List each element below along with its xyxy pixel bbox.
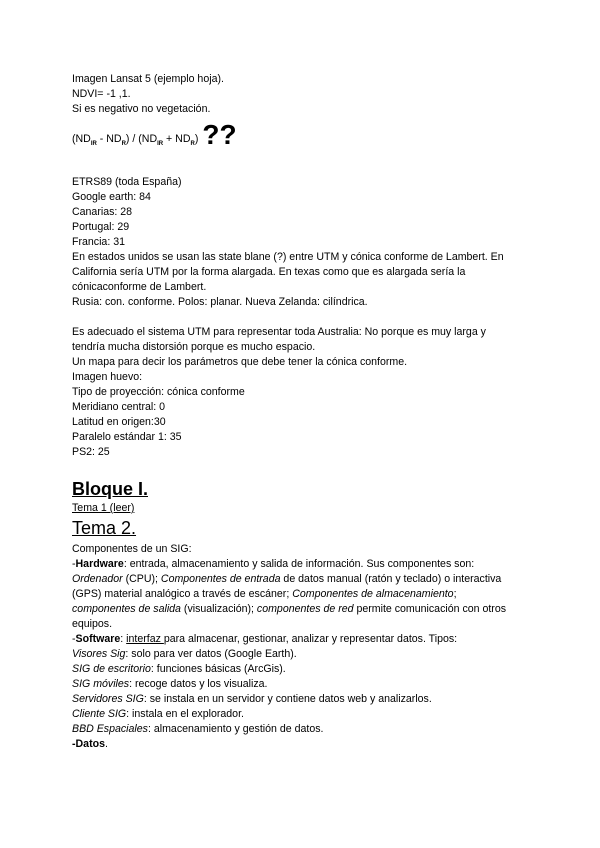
hardware-line [72,572,532,587]
type-name: SIG móviles [72,678,130,690]
note-line: Portugal: 29 [72,221,130,233]
dash: - [72,738,76,750]
software-type [72,662,532,677]
note-line: Rusia: con. conforme. Polos: planar. Nueva Zelanda: cilíndrica. [72,296,368,308]
heading-tema-2: Tema 2. [72,518,137,538]
intro-line: Componentes de un SIG: [72,543,192,555]
note-line: Un mapa para decir los parámetros que debe tener la cónica conforme. [72,356,408,368]
datos-label: Datos [75,738,105,750]
note-line: Si es negativo no vegetación. [72,103,211,115]
formula-part: ) / (ND [125,133,158,145]
software-type [72,677,532,692]
note-line: Latitud en origen:30 [72,416,166,428]
formula-sub: R [121,141,126,147]
formula-sub: IR [90,141,97,147]
formula-sub: IR [157,141,164,147]
note-line: En estados unidos se usan las state blane (?) entre UTM y cónica conforme de Lambert. En [72,251,504,263]
type-name: Visores Sig [72,648,126,660]
software-type [72,722,532,737]
text: para almacenar, gestionar, analizar y representar datos. Tipos: [163,633,458,645]
term: Componentes de almacenamiento [292,588,454,600]
term: componentes de red [256,603,354,615]
formula-part: + ND [163,133,191,145]
datos-line [72,737,532,752]
dash: - [72,633,76,645]
note-line: tendría mucha distorsión porque es mucho espacio. [72,341,316,353]
term: Ordenador [72,573,123,585]
text: de datos manual (ratón y teclado) o interactiva [280,573,502,585]
heading-bloque: Bloque I. [72,479,148,499]
note-line: California sería UTM por la forma alargada. En texas como que es alargada sería la [72,266,466,278]
type-desc: : recoge datos y los visualiza. [129,678,268,690]
hardware-line: equipos. [72,618,113,630]
software-label: Software [75,633,121,645]
hardware-text: : entrada, almacenamiento y salida de información. Sus componentes son: [123,558,475,570]
software-type [72,647,532,662]
note-line: Imagen Lansat 5 (ejemplo hoja). [72,73,224,85]
text: . [104,738,108,750]
type-desc: : se instala en un servidor y contiene datos web y analizarlos. [143,693,432,705]
software-type [72,692,532,707]
type-name: Servidores SIG [72,693,144,705]
note-line: Meridiano central: 0 [72,401,166,413]
text: permite comunicación con otros [353,603,507,615]
note-line: Google earth: 84 [72,191,151,203]
formula-part: (ND [72,133,91,145]
note-line: PS2: 25 [72,446,110,458]
note-line: Canarias: 28 [72,206,133,218]
note-line: Paralelo estándar 1: 35 [72,431,182,443]
text: : [120,633,127,645]
formula-part: ) [194,133,199,145]
term: Componentes de entrada [160,573,281,585]
text: (CPU); [122,573,161,585]
type-name: BBD Espaciales [72,723,148,735]
text: (GPS) material analógico a través de escáner; [72,588,293,600]
hardware-label: Hardware [75,558,124,570]
hardware-line [72,557,532,572]
term: componentes de salida [72,603,181,615]
type-desc: : funciones básicas (ArcGis). [150,663,286,675]
text: ; [453,588,457,600]
note-line: Francia: 31 [72,236,125,248]
type-name: SIG de escritorio [72,663,151,675]
question-marks: ?? [202,119,237,150]
hardware-line [72,587,532,602]
type-desc: : instala en el explorador. [126,708,244,720]
heading-tema-1: Tema 1 (leer) [72,502,135,514]
ndvi-formula [72,119,532,157]
note-line: Imagen huevo: [72,371,143,383]
text: (visualización); [180,603,257,615]
software-type [72,707,532,722]
note-line: Tipo de proyección: cónica conforme [72,386,245,398]
type-desc: : almacenamiento y gestión de datos. [147,723,324,735]
formula-part: - ND [96,133,122,145]
note-line: NDVI= -1 ,1. [72,88,131,100]
note-line: Es adecuado el sistema UTM para representar toda Australia: No porque es muy larga y [72,326,486,338]
note-line: cónicaconforme de Lambert. [72,281,207,293]
type-desc: : solo para ver datos (Google Earth). [125,648,297,660]
hardware-line [72,602,532,617]
software-line [72,632,532,647]
note-line: ETRS89 (toda España) [72,176,182,188]
dash: - [72,558,76,570]
term-interfaz: interfaz [126,633,164,645]
type-name: Cliente SIG [72,708,127,720]
formula-sub: R [190,141,195,147]
